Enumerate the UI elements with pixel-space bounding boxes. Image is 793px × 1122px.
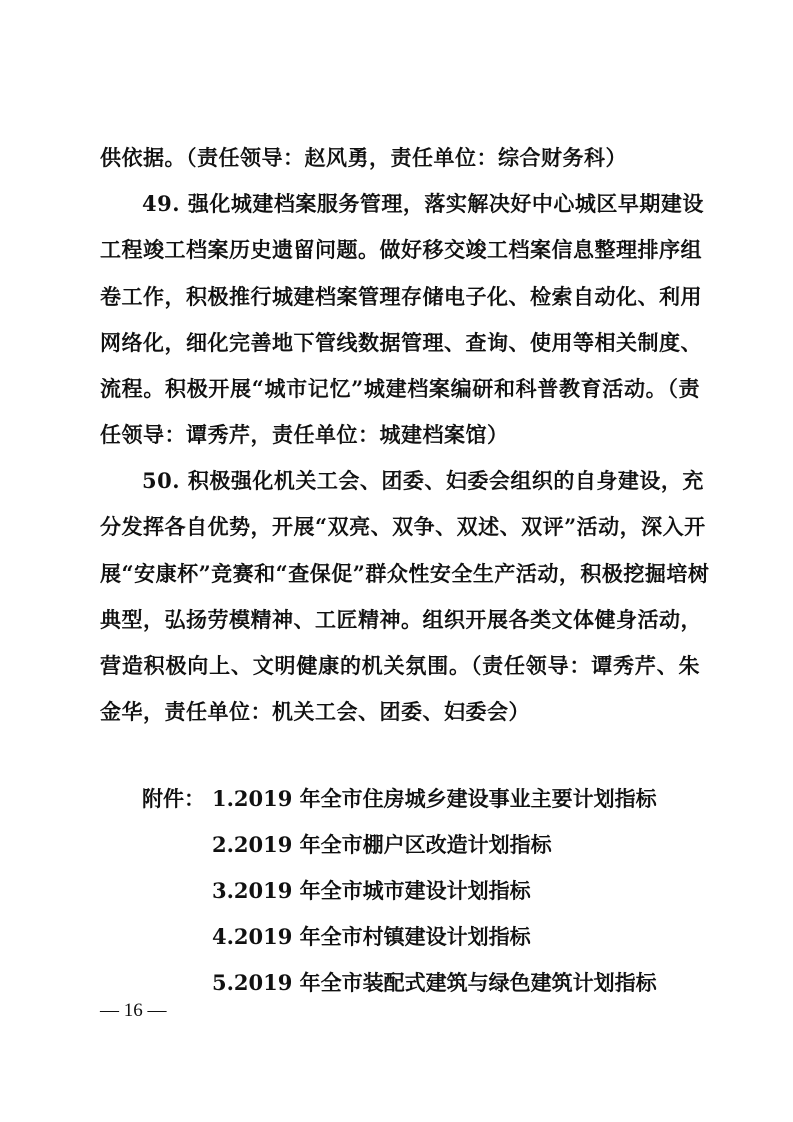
- paragraph-line: 展“安康杯”竞赛和“查保促”群众性安全生产活动，积极挖掘培树: [100, 561, 710, 586]
- attachment-item: 5.2019 年全市装配式建筑与绿色建筑计划指标: [212, 970, 657, 995]
- paragraph-line: 49. 强化城建档案服务管理，落实解决好中心城区早期建设: [142, 191, 704, 216]
- attachments-label: 附件：: [142, 786, 205, 811]
- paragraph-line: 营造积极向上、文明健康的机关氛围。（责任领导：谭秀芹、朱: [100, 653, 700, 678]
- paragraph-line: 卷工作，积极推行城建档案管理存储电子化、检索自动化、利用: [100, 284, 702, 309]
- paragraph-line: 分发挥各自优势，开展“双亮、双争、双述、双评”活动，深入开: [100, 514, 706, 539]
- page-number: — 16 —: [100, 1000, 167, 1021]
- paragraph-line: 金华，责任单位：机关工会、团委、妇委会）: [100, 699, 530, 724]
- paragraph-line: 网络化，细化完善地下管线数据管理、查询、使用等相关制度、: [100, 330, 702, 355]
- attachment-item: 4.2019 年全市村镇建设计划指标: [212, 924, 531, 949]
- paragraph-line: 50. 积极强化机关工会、团委、妇委会组织的自身建设，充: [142, 468, 704, 493]
- attachment-item: 2.2019 年全市棚户区改造计划指标: [212, 832, 552, 857]
- paragraph-line: 供依据。（责任领导：赵风勇，责任单位：综合财务科）: [100, 145, 627, 170]
- paragraph-line: 流程。积极开展“城市记忆”城建档案编研和科普教育活动。（责: [100, 376, 700, 401]
- attachment-item: 1.2019 年全市住房城乡建设事业主要计划指标: [212, 786, 657, 811]
- paragraph-line: 工程竣工档案历史遗留问题。做好移交竣工档案信息整理排序组: [100, 237, 702, 262]
- paragraph-line: 任领导：谭秀芹，责任单位：城建档案馆）: [100, 422, 509, 447]
- attachment-item: 3.2019 年全市城市建设计划指标: [212, 878, 531, 903]
- paragraph-line: 典型，弘扬劳模精神、工匠精神。组织开展各类文体健身活动，: [100, 607, 702, 632]
